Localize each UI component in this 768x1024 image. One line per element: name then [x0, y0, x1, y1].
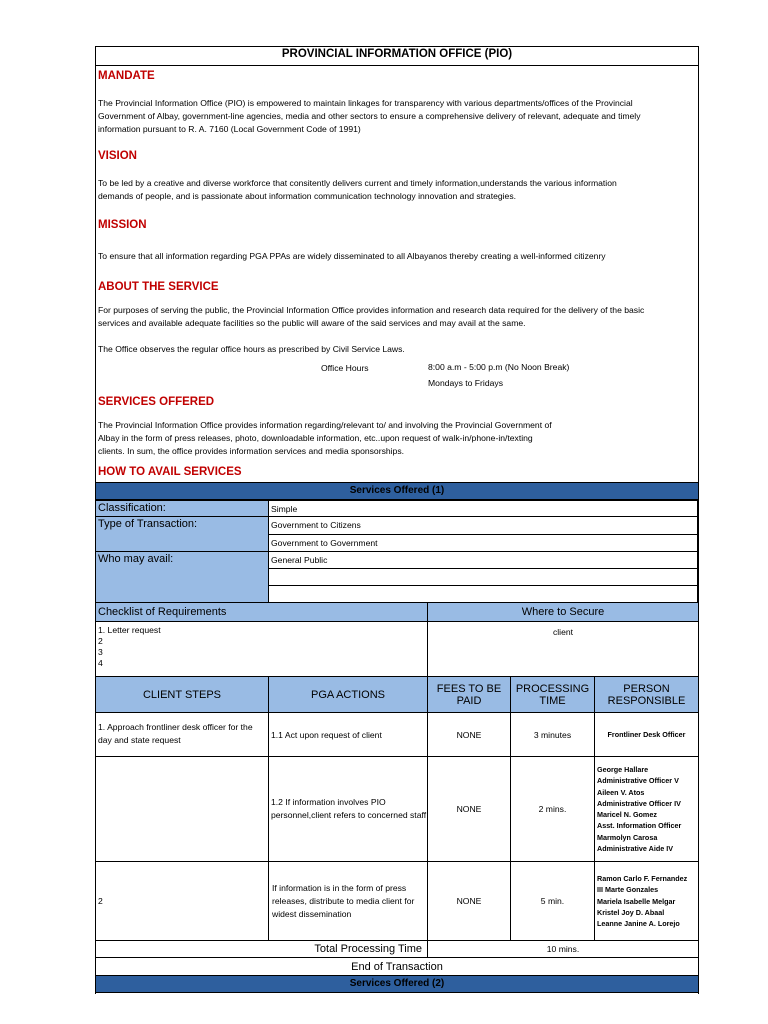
- about-line: services and available adequate facilities so the public will aware of the said services and may avail at the same.: [98, 318, 526, 328]
- services-offered-1-band: Services Offered (1): [95, 482, 699, 500]
- person-name: Leanne Janine A. Lorejo: [597, 919, 680, 929]
- mandate-line: Government of Albay, government-line agencies, media and other sectors to ensure a comprehensive delivery of relevant, adequate and timely: [98, 111, 641, 121]
- person-title: Asst. Information Officer: [597, 821, 682, 831]
- mission-text: [98, 250, 693, 263]
- person-name: Ramon Carlo F. Fernandez: [597, 874, 688, 883]
- office-hours-label: Office Hours: [321, 363, 369, 373]
- person-name: III Marte Gonzales: [597, 885, 659, 895]
- requirement-item: 4: [98, 658, 103, 668]
- row1-time: 3 minutes: [510, 712, 595, 757]
- row3-action: If information is in the form of press releases, distribute to media client for widest dissemination: [268, 861, 428, 941]
- row3-time: 5 min.: [510, 861, 595, 941]
- about-heading: ABOUT THE SERVICE: [98, 281, 219, 293]
- header-fees: FEES TO BE PAID: [427, 676, 511, 713]
- transaction-label: Type of Transaction:: [95, 516, 269, 552]
- person-name: Aileen V. Atos: [597, 787, 645, 797]
- person-name: Kristel Joy D. Abaal: [597, 907, 665, 917]
- services-offered-2-band: Services Offered (2): [95, 975, 699, 993]
- services-line: clients. In sum, the office provides information services and media sponsorships.: [98, 446, 405, 456]
- person-name: Maricel N. Gomez: [597, 810, 657, 820]
- page-title: PROVINCIAL INFORMATION OFFICE (PIO): [281, 48, 513, 60]
- mission-heading: MISSION: [98, 219, 147, 231]
- total-processing-label: Total Processing Time: [95, 940, 428, 958]
- who-may-avail-value: General Public: [268, 551, 698, 569]
- row1-person: Frontliner Desk Officer: [594, 712, 699, 757]
- person-title: Administrative Aide IV: [597, 844, 674, 854]
- mission-line: To ensure that all information regarding PGA PPAs are widely disseminated to all Albayanos thereby creating a well-informed citizenry: [98, 251, 606, 261]
- person-title: Administrative Officer IV: [597, 798, 681, 808]
- classification-value: Simple: [268, 500, 698, 517]
- mandate-line: The Provincial Information Office (PIO) is empowered to maintain linkages for transparency with various departments/offices of the Provincial: [98, 98, 633, 108]
- transaction-value-1: Government to Citizens: [268, 516, 698, 535]
- mandate-line: information pursuant to R. A. 7160 (Local Government Code of 1991): [98, 124, 361, 134]
- where-to-secure-value: client: [427, 621, 699, 677]
- title-divider: [95, 65, 699, 66]
- person-name: Marmolyn Carosa: [597, 832, 658, 842]
- how-to-avail-heading: HOW TO AVAIL SERVICES: [98, 466, 242, 478]
- mandate-text: [98, 97, 693, 136]
- vision-text: [98, 177, 693, 203]
- row1-step: 1. Approach frontliner desk officer for the day and state request: [95, 712, 269, 757]
- services-line: Albay in the form of press releases, photo, downloadable information, etc..upon request of walk-in/phone-in/texting: [98, 433, 533, 443]
- row2-step: [95, 756, 269, 862]
- row3-step: 2: [95, 861, 269, 941]
- row2-time: 2 mins.: [510, 756, 595, 862]
- row2-action: 1.2 If information involves PIO personnel,client refers to concerned staff: [268, 756, 428, 862]
- header-processing-time: PROCESSING TIME: [510, 676, 595, 713]
- person-name: George Hallare: [597, 765, 649, 774]
- about-text: [98, 304, 693, 330]
- header-person-responsible: PERSON RESPONSIBLE: [594, 676, 699, 713]
- services-offered-text: [98, 419, 693, 458]
- who-may-avail-blank: [268, 568, 698, 586]
- classification-label: Classification:: [95, 500, 269, 517]
- services-line: The Provincial Information Office provides information regarding/relevant to/ and involving the Provincial Government of: [98, 420, 552, 430]
- row1-action: 1.1 Act upon request of client: [268, 712, 428, 757]
- about-line: For purposes of serving the public, the Provincial Information Office provides information and research data required for the delivery of the basic: [98, 305, 645, 315]
- header-client-steps: CLIENT STEPS: [95, 676, 269, 713]
- person-name: Mariela Isabelle Melgar: [597, 896, 676, 906]
- row3-fee: NONE: [427, 861, 511, 941]
- header-pga-actions: PGA ACTIONS: [268, 676, 428, 713]
- total-processing-value: 10 mins.: [427, 940, 699, 958]
- where-to-secure-label: Where to Secure: [427, 602, 699, 622]
- who-may-avail-label: Who may avail:: [95, 551, 269, 603]
- mandate-heading: MANDATE: [98, 70, 155, 82]
- hours-note: The Office observes the regular office hours as prescribed by Civil Service Laws.: [98, 344, 405, 354]
- end-of-transaction: End of Transaction: [95, 957, 699, 976]
- checklist-label: Checklist of Requirements: [95, 602, 428, 622]
- vision-heading: VISION: [98, 150, 137, 162]
- office-hours-value: 8:00 a.m - 5:00 p.m (No Noon Break): [428, 362, 570, 372]
- vision-line: demands of people, and is passionate about information communication technology innovation and strategies.: [98, 191, 517, 201]
- requirement-item: 2: [98, 636, 103, 646]
- requirement-item: 1. Letter request: [98, 625, 161, 635]
- requirements-list: [95, 621, 428, 677]
- row1-fee: NONE: [427, 712, 511, 757]
- requirement-item: 3: [98, 647, 103, 657]
- vision-line: To be led by a creative and diverse workforce that consitently delivers current and timely information,understands the various information: [98, 178, 617, 188]
- row2-persons: [594, 756, 699, 862]
- row3-persons: [594, 861, 699, 941]
- row2-fee: NONE: [427, 756, 511, 862]
- services-offered-heading: SERVICES OFFERED: [98, 396, 215, 408]
- person-title: Administrative Officer V: [597, 776, 679, 786]
- transaction-value-2: Government to Government: [268, 534, 698, 552]
- office-days-value: Mondays to Fridays: [428, 378, 503, 388]
- who-may-avail-blank: [268, 585, 698, 603]
